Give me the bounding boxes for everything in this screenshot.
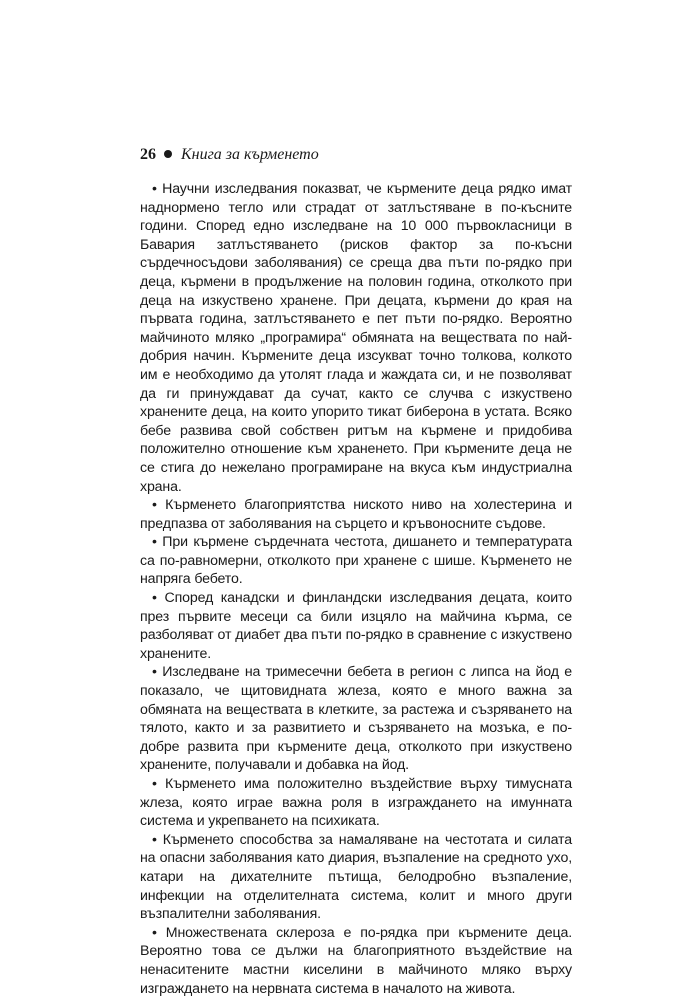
- paragraph-infections: • Кърменето способства за намаляване на честотата и силата на опасни заболявания като диария, възпаление на средното ухо, катари на дихателните пътища, белодробно възпаление, инфекции на отделителната система, колит и много други възпалителни заболявания.: [140, 831, 572, 923]
- book-title: Книга за кърменето: [181, 146, 319, 163]
- paragraph-diabetes: • Според канадски и финландски изследвания децата, които през първите месеци са били изцяло на майчина кърма, се разболяват от диабет два пъти по-рядко в сравнение с изкуствено хранените.: [140, 590, 572, 662]
- body-text: [140, 180, 572, 998]
- paragraph-cholesterol: • Кърменето благоприятства ниското ниво на холестерина и предпазва от заболявания на сърцето и кръвоносните съдове.: [140, 497, 572, 532]
- paragraph-obesity: • Научни изследвания показват, че кърмените деца рядко имат наднормено тегло или страдат от затлъстяване в по-късните години. Според едно изследване на 10 000 първокласници в Бавария затлъстяването (рисков фактор за по-късни сърдечносъдови заболявания) се среща два пъти по-рядко при деца, кърмени в продължение на половин година, отколкото при деца на изкуствено хранене. При децата, кърмени до края на първата година, затлъстяването е пет пъти по-рядко. Вероятно майчиното мляко „програмира“ обмяната на веществата по най-добрия начин. Кърмените деца изсукват точно толкова, колкото им е необходимо да утолят глада и жаждата си, и не позволяват да ги принуждават да сучат, както се случва с изкуствено хранените деца, на които упорито тикат биберона в устата. Всяко бебе развива свой собствен ритъм на кърмене и придобива положително отношение към храненето. При кърмените деца не се стига до нежелано програмиране на вкуса към индустриална храна.: [140, 181, 572, 495]
- paragraph-sclerosis: • Множествената склероза е по-рядка при кърмените деца. Вероятно това се дължи на благоприятното въздействие на ненаситените мастни киселини в майчиното мляко върху изграждането на нервната система в началото на живота.: [140, 924, 572, 997]
- page-number: 26: [140, 146, 156, 163]
- running-header: [140, 146, 570, 164]
- bullet-dot-icon: [164, 150, 172, 158]
- paragraph-thyroid: • Изследване на тримесечни бебета в регион с липса на йод е показало, че щитовидната жлеза, която е много важна за обмяната на веществата в клетките, за растежа и съзряването на тялото, както и за развитието и съзряването на мозъка, е по-добре развита при кърмените деца, отколкото при изкуствено хранените, получавали и добавка на йод.: [140, 664, 572, 774]
- paragraph-heart-rate: • При кърмене сърдечната честота, дишането и температурата са по-равномерни, отколкото при хранене с шише. Кърменето не напряга бебето.: [140, 534, 572, 588]
- paragraph-thymus: • Кърменето има положително въздействие върху тимусната жлеза, която играе важна роля в изграждането на имунната система и укрепването на психиката.: [140, 776, 572, 830]
